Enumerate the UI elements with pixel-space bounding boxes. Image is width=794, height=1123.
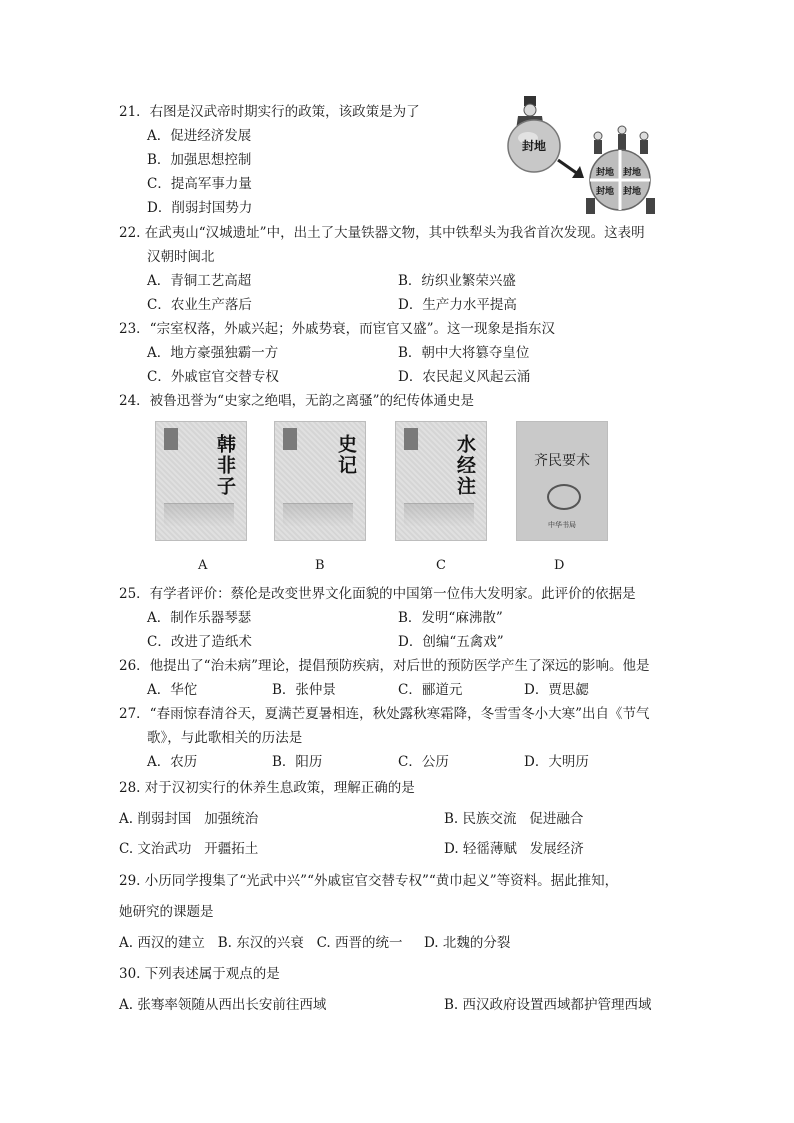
q25-option-d: D．创编“五禽戏” (398, 634, 504, 650)
cover-landscape (283, 503, 353, 526)
cover-title-b: 史记 (335, 434, 357, 476)
cover-title-c: 水经注 (454, 434, 476, 497)
q23-option-b: B．朝中大将篡夺皇位 (398, 345, 530, 361)
question-26-stem: 26．他提出了“治未病”理论，提倡预防疾病，对后世的预防医学产生了深远的影响。他是 (119, 658, 650, 674)
question-27-stem: 27．“春雨惊春清谷天，夏满芒夏暑相连，秋处露秋寒霜降，冬雪雪冬小大寒”出自《节气 (119, 706, 650, 722)
cover-title-a: 韩非子 (214, 434, 236, 497)
q26-option-b: B．张仲景 (272, 682, 336, 698)
q21-option-a: A．促进经济发展 (147, 128, 252, 144)
q23-option-d: D．农民起义风起云涌 (398, 369, 531, 385)
cover-letter-d: D (554, 558, 565, 573)
question-22-stem-cont: 汉朝时闽北 (147, 249, 215, 265)
cover-title-d: 齐民要术 (534, 453, 590, 469)
q21-option-b: B．加强思想控制 (147, 152, 252, 168)
question-29-stem-cont: 她研究的课题是 (119, 904, 214, 920)
q29-options: A. 西汉的建立 B. 东汉的兴衰 C. 西晋的统一 D. 北魏的分裂 (119, 935, 511, 951)
q21-option-d: D．削弱封国势力 (147, 200, 253, 216)
q28-option-b: B. 民族交流 促进融合 (444, 811, 584, 827)
question-23-stem: 23．“宗室权落，外戚兴起；外戚势衰，而宦官又盛”。这一现象是指东汉 (119, 321, 555, 337)
q27-option-b: B．阳历 (272, 754, 323, 770)
question-30-stem: 30. 下列表述属于观点的是 (119, 966, 280, 982)
q28-option-c: C. 文治武功 开疆拓土 (119, 841, 259, 857)
book-cover-c (395, 421, 487, 541)
q21-option-c: C．提高军事力量 (147, 176, 252, 192)
cover-stamp (283, 428, 297, 450)
cover-letter-a: A (198, 558, 208, 573)
q22-option-d: D．生产力水平提高 (398, 297, 517, 313)
figure-label-small-4: 封地 (623, 187, 642, 197)
question-21-stem: 21．右图是汉武帝时期实行的政策，该政策是为了 (119, 104, 420, 120)
question-25-stem: 25．有学者评价：蔡伦是改变世界文化面貌的中国第一位伟大发明家。此评价的依据是 (119, 586, 636, 602)
question-29-stem: 29. 小历同学搜集了“光武中兴”“外戚宦官交替专权”“黄巾起义”等资料。据此推知， (119, 873, 619, 889)
cover-stamp (404, 428, 418, 450)
q26-option-a: A．华佗 (147, 682, 198, 698)
q30-option-a: A. 张骞率领随从西出长安前往西域 (119, 997, 327, 1013)
book-cover-d (516, 421, 608, 541)
cover-publisher-d: 中华书局 (548, 521, 576, 529)
q30-option-b: B. 西汉政府设置西域都护管理西域 (444, 997, 652, 1013)
question-24-stem: 24．被鲁迅誉为“史家之绝唱，无韵之离骚”的纪传体通史是 (119, 393, 474, 409)
figure-label-small-1: 封地 (596, 168, 615, 178)
figure-label-small-3: 封地 (596, 187, 615, 197)
cover-landscape (404, 503, 474, 526)
cover-stamp (164, 428, 178, 450)
figure-label-small-2: 封地 (623, 168, 642, 178)
q22-option-c: C．农业生产落后 (147, 297, 252, 313)
q27-option-c: C．公历 (398, 754, 449, 770)
cover-landscape (164, 503, 234, 526)
question-22-stem: 22. 在武夷山“汉城遗址”中，出土了大量铁器文物，其中铁犁头为我省首次发现。这表明 (119, 225, 645, 241)
book-cover-b (274, 421, 366, 541)
q25-option-a: A．制作乐器琴瑟 (147, 610, 252, 626)
q27-option-d: D．大明历 (524, 754, 589, 770)
q22-option-a: A．青铜工艺高超 (147, 273, 252, 289)
cover-letter-b: B (315, 558, 325, 573)
q26-option-c: C．郦道元 (398, 682, 463, 698)
question-27-stem-cont: 歌》，与此歌相关的历法是 (147, 730, 303, 746)
q27-option-a: A．农历 (147, 754, 198, 770)
q22-option-b: B．纺织业繁荣兴盛 (398, 273, 516, 289)
q28-option-d: D. 轻徭薄赋 发展经济 (444, 841, 584, 857)
q25-option-b: B．发明“麻沸散” (398, 610, 503, 626)
q21-feudal-land-figure (500, 94, 670, 224)
figure-label-big: 封地 (522, 139, 547, 153)
q25-option-c: C．改进了造纸术 (147, 634, 252, 650)
book-cover-a (155, 421, 247, 541)
cover-letter-c: C (436, 558, 446, 573)
cover-emblem (547, 484, 581, 510)
q23-option-a: A．地方豪强独霸一方 (147, 345, 279, 361)
q28-option-a: A. 削弱封国 加强统治 (119, 811, 259, 827)
question-28-stem: 28. 对于汉初实行的休养生息政策，理解正确的是 (119, 780, 415, 796)
q26-option-d: D．贾思勰 (524, 682, 589, 698)
q23-option-c: C．外戚宦官交替专权 (147, 369, 279, 385)
